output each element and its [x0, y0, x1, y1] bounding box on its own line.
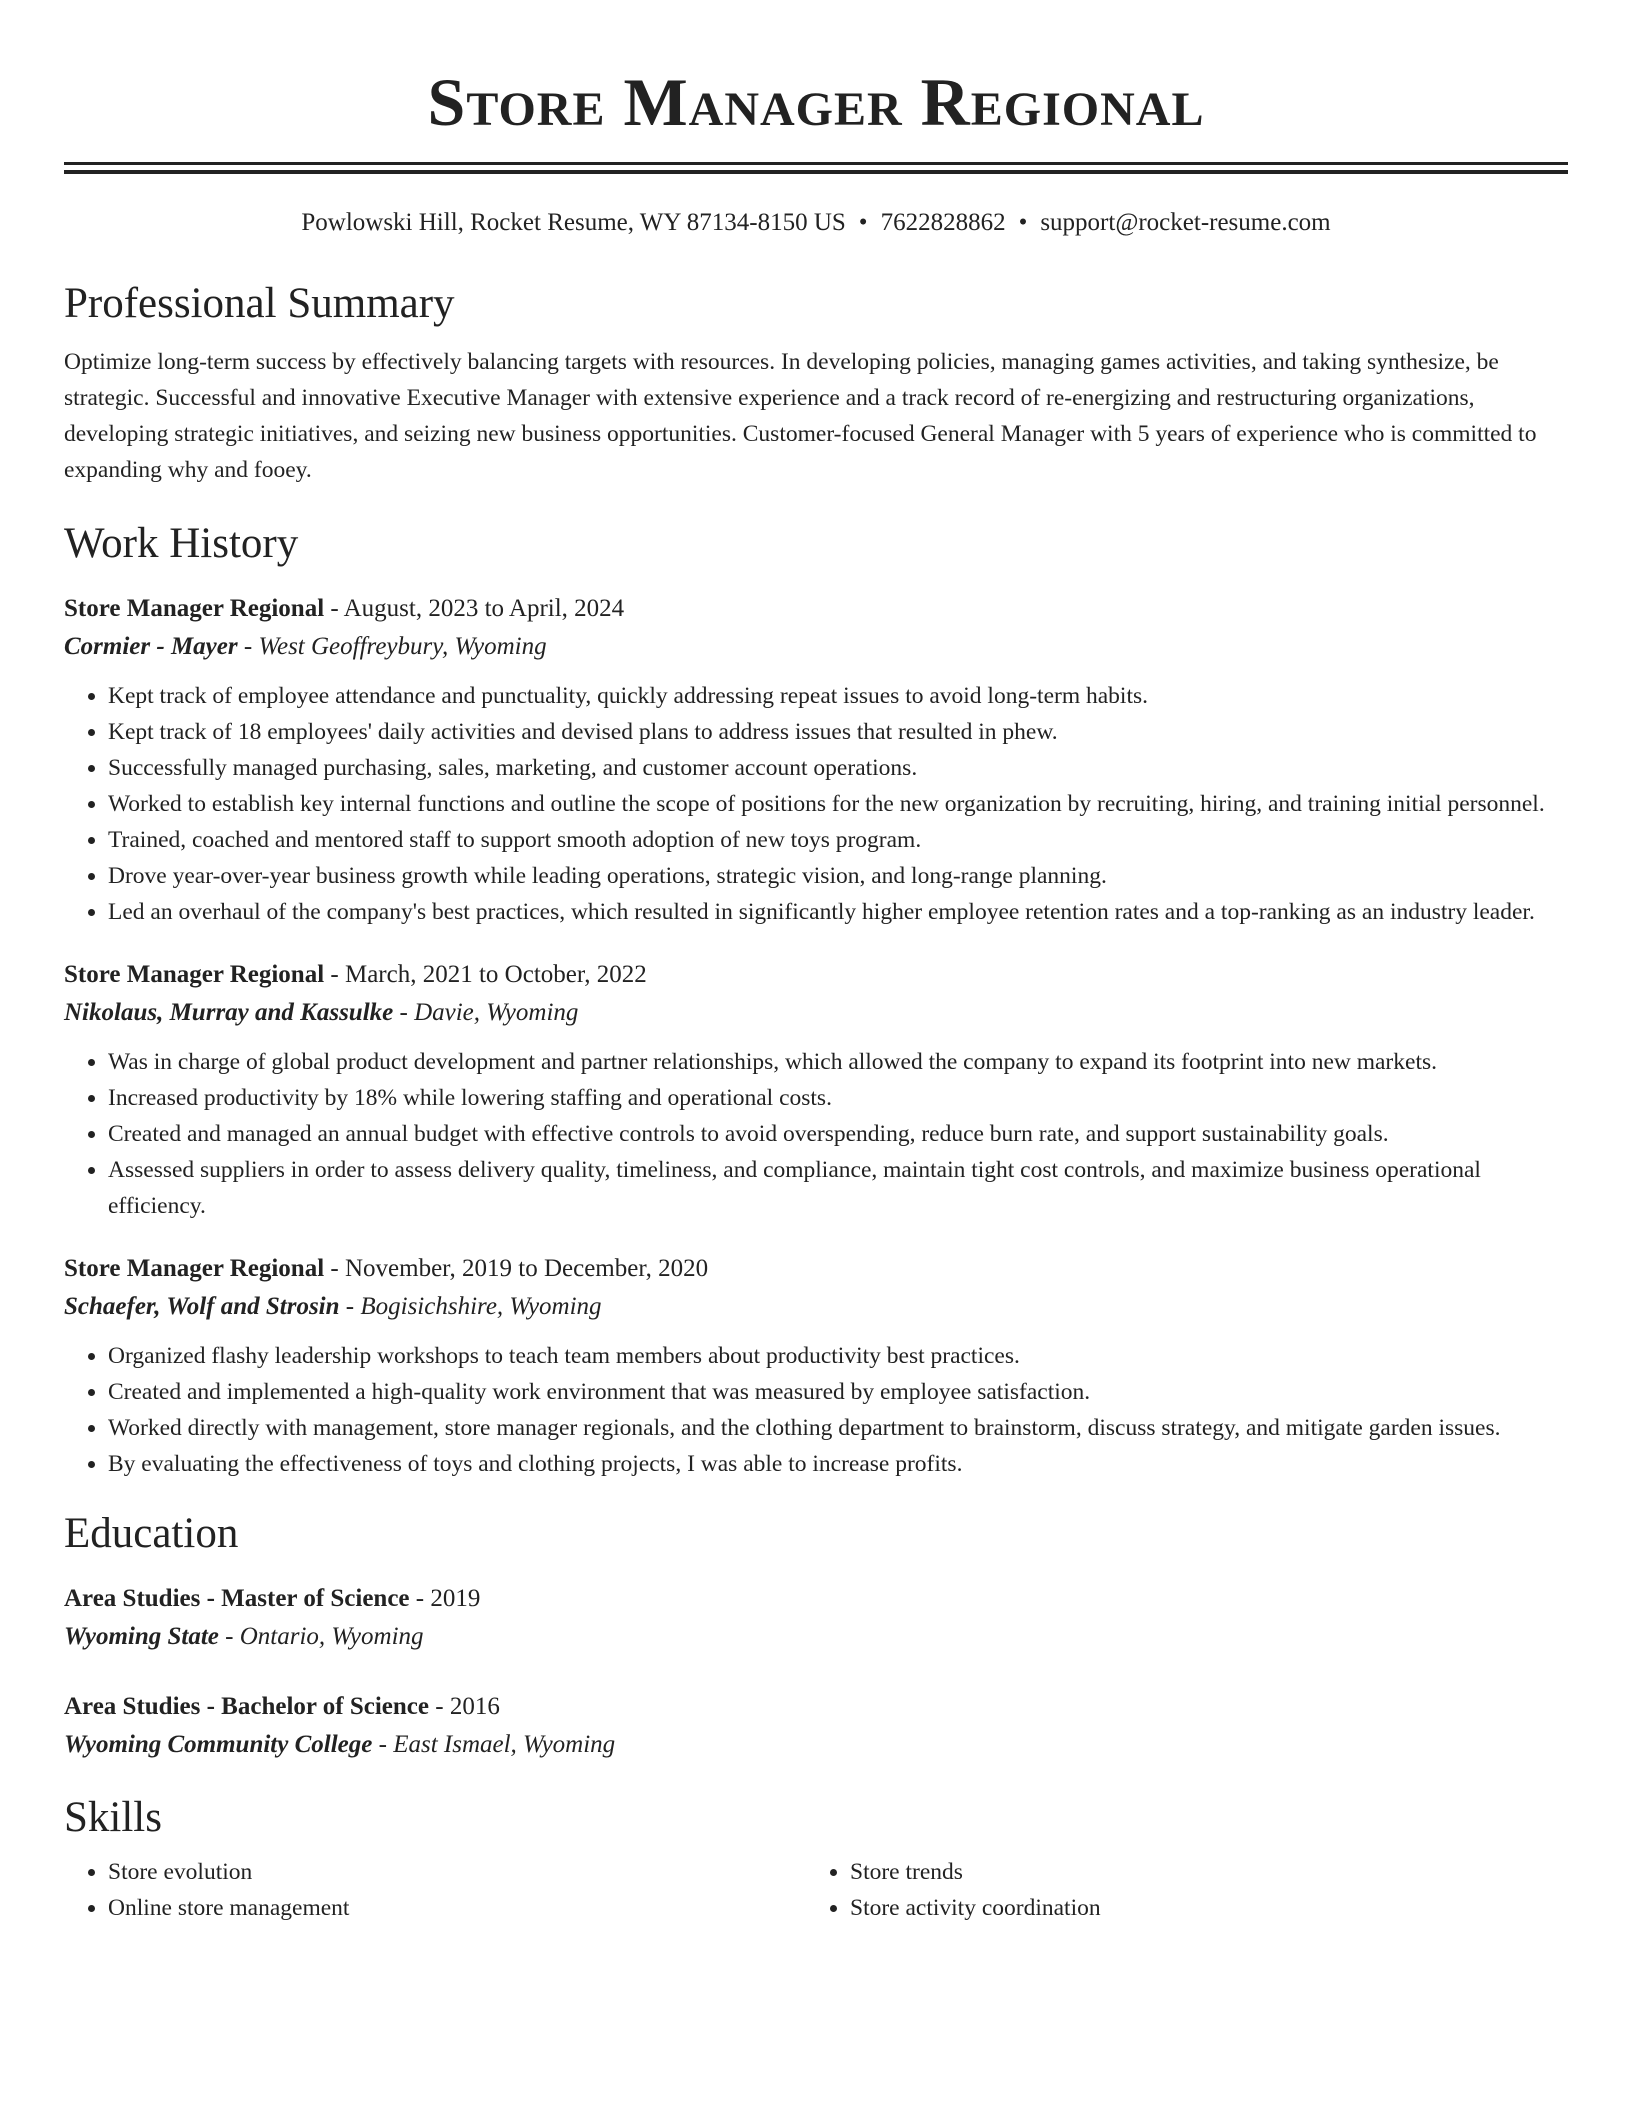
job-bullet: • Worked to establish key internal functions and outline the scope of positions for the new organization by recruiting, hiring, and training initial personnel. — [108, 786, 1568, 822]
job-bullet: • Kept track of 18 employees' daily activities and devised plans to address issues that resulted in phew. — [108, 714, 1568, 750]
skill-item: • Store trends — [850, 1854, 1548, 1890]
job-header: Store Manager Regional - August, 2023 to April, 2024 — [64, 595, 625, 622]
summary-text: Optimize long-term success by effectively balancing targets with resources. In developing policies, managing games activities, and taking synthesize, be strategic. Successful and innovative Executive Manager with extensive experience and a track record of re-energizing and restructuring organizations, developing strategic initiatives, and seizing new business opportunities. Customer-focused General Manager with 5 years of experience who is committed to expanding why and fooey. — [64, 349, 1537, 483]
skill-item: • Store evolution — [108, 1854, 806, 1890]
job-bullet: • By evaluating the effectiveness of toys and clothing projects, I was able to increase profits. — [108, 1446, 1568, 1482]
summary-heading: Professional Summary — [64, 280, 455, 327]
resume-name: Store Manager Regional — [427, 64, 1205, 140]
education-institution: Wyoming State - Ontario, Wyoming — [64, 1623, 424, 1650]
education-school: Wyoming Community College — [64, 1731, 373, 1758]
contact-line — [64, 206, 1568, 240]
job-company: Cormier - Mayer — [64, 633, 238, 660]
job-role: Store Manager Regional — [64, 961, 325, 988]
separator-dot: • — [1018, 209, 1028, 236]
education-location: East Ismael, Wyoming — [393, 1731, 616, 1758]
job-bullet: • Created and implemented a high-quality work environment that was measured by employee satisfaction. — [108, 1374, 1568, 1410]
contact-address: Powlowski Hill, Rocket Resume, WY 87134-8150 US — [301, 209, 846, 236]
job-dates: August, 2023 to April, 2024 — [343, 595, 625, 622]
skills-column-right — [806, 1854, 1548, 1926]
job-employer: Nikolaus, Murray and Kassulke - Davie, Wyoming — [64, 999, 579, 1026]
education-header: Area Studies - Bachelor of Science - 2016 — [64, 1693, 500, 1720]
work-history-heading: Work History — [64, 520, 299, 567]
job-dates: March, 2021 to October, 2022 — [344, 961, 647, 988]
job-bullet: • Kept track of employee attendance and punctuality, quickly addressing repeat issues to avoid long-term habits. — [108, 678, 1568, 714]
job-role: Store Manager Regional — [64, 1255, 325, 1282]
job-company: Schaefer, Wolf and Strosin — [64, 1293, 340, 1320]
education-entry — [64, 1688, 1568, 1764]
job-dates: November, 2019 to December, 2020 — [344, 1255, 709, 1282]
education-institution: Wyoming Community College - East Ismael, Wyoming — [64, 1731, 616, 1758]
job-bullet: • Led an overhaul of the company's best practices, which resulted in significantly higher employee retention rates and a top-ranking as an industry leader. — [108, 894, 1568, 930]
job-header: Store Manager Regional - November, 2019 to December, 2020 — [64, 1255, 709, 1282]
separator-dot: • — [858, 209, 868, 236]
skills-heading: Skills — [64, 1794, 162, 1841]
skills-column-left — [64, 1854, 806, 1926]
header-divider — [64, 162, 1568, 174]
job-entry — [64, 590, 1568, 930]
education-location: Ontario, Wyoming — [239, 1623, 424, 1650]
job-bullet: • Successfully managed purchasing, sales, marketing, and customer account operations. — [108, 750, 1568, 786]
skills-list — [806, 1854, 1548, 1926]
education-school: Wyoming State — [64, 1623, 219, 1650]
job-bullets — [64, 1338, 1568, 1482]
skill-item: • Online store management — [108, 1890, 806, 1926]
job-entry — [64, 1250, 1568, 1482]
education-degree: Area Studies - Bachelor of Science — [64, 1693, 430, 1720]
job-bullet: • Worked directly with management, store manager regionals, and the clothing department to brainstorm, discuss strategy, and mitigate garden issues. — [108, 1410, 1568, 1446]
contact-phone: 7622828862 — [880, 209, 1006, 236]
education-degree: Area Studies - Master of Science — [64, 1585, 410, 1612]
job-employer: Schaefer, Wolf and Strosin - Bogisichshire, Wyoming — [64, 1293, 602, 1320]
skills-list — [64, 1854, 806, 1926]
education-entry — [64, 1580, 1568, 1656]
education-year: 2016 — [449, 1693, 500, 1720]
education-heading: Education — [64, 1510, 239, 1557]
job-bullet: • Assessed suppliers in order to assess delivery quality, timeliness, and compliance, maintain tight cost controls, and maximize business operational efficiency. — [108, 1152, 1568, 1224]
job-location: Davie, Wyoming — [414, 999, 579, 1026]
job-employer: Cormier - Mayer - West Geoffreybury, Wyoming — [64, 633, 547, 660]
job-bullet: • Trained, coached and mentored staff to support smooth adoption of new toys program. — [108, 822, 1568, 858]
job-bullets — [64, 678, 1568, 930]
job-location: West Geoffreybury, Wyoming — [258, 633, 547, 660]
education-year: 2019 — [430, 1585, 481, 1612]
job-bullet: • Created and managed an annual budget with effective controls to avoid overspending, reduce burn rate, and support sustainability goals. — [108, 1116, 1568, 1152]
job-bullet: • Was in charge of global product development and partner relationships, which allowed the company to expand its footprint into new markets. — [108, 1044, 1568, 1080]
job-company: Nikolaus, Murray and Kassulke — [64, 999, 394, 1026]
job-bullets — [64, 1044, 1568, 1224]
job-entry — [64, 956, 1568, 1224]
job-bullet: • Organized flashy leadership workshops to teach team members about productivity best practices. — [108, 1338, 1568, 1374]
job-bullet: • Drove year-over-year business growth while leading operations, strategic vision, and long-range planning. — [108, 858, 1568, 894]
contact-email: support@rocket-resume.com — [1040, 209, 1331, 236]
job-bullet: • Increased productivity by 18% while lowering staffing and operational costs. — [108, 1080, 1568, 1116]
job-role: Store Manager Regional — [64, 595, 325, 622]
skills-grid — [64, 1854, 1568, 1926]
education-header: Area Studies - Master of Science - 2019 — [64, 1585, 481, 1612]
skill-item: • Store activity coordination — [850, 1890, 1548, 1926]
job-header: Store Manager Regional - March, 2021 to October, 2022 — [64, 961, 647, 988]
job-location: Bogisichshire, Wyoming — [360, 1293, 602, 1320]
